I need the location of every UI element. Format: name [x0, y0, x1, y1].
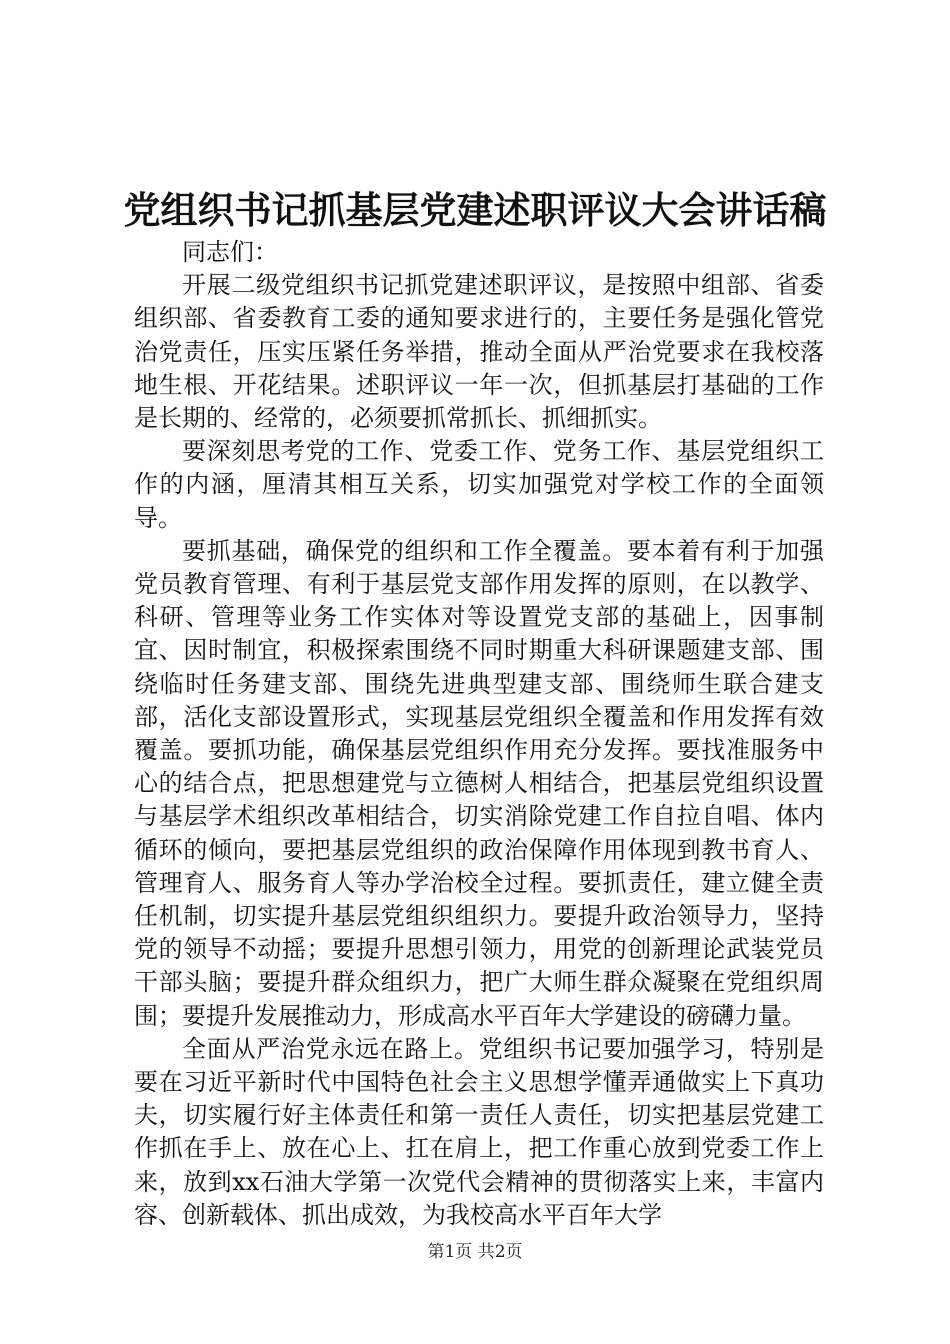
- document-body: [134, 236, 824, 1232]
- paragraph-1: 开展二级党组织书记抓党建述职评议，是按照中组部、省委组织部、省委教育工委的通知要求进行的，主要任务是强化管党治党责任，压实压紧任务举措，推动全面从严治党要求在我校落地生根、开花结果。述职评议一年一次，但抓基层打基础的工作是长期的、经常的，必须要抓常抓长、抓细抓实。: [134, 271, 824, 433]
- paragraph-4: 全面从严治党永远在路上。党组织书记要加强学习，特别是要在习近平新时代中国特色社会主义思想学懂弄通做实上下真功夫，切实履行好主体责任和第一责任人责任，切实把基层党建工作抓在手上、放在心上、扛在肩上，把工作重心放到党委工作上来，放到xx石油大学第一次党代会精神的贯彻落实上来，丰富内容、创新载体、抓出成效，为我校高水平百年大学: [134, 1034, 824, 1229]
- page-number-footer: 第1页 共2页: [427, 1242, 523, 1262]
- document-title: 党组织书记抓基层党建述职评议大会讲话稿: [123, 188, 827, 232]
- salutation: 同志们：: [182, 238, 278, 266]
- paragraph-2: 要深刻思考党的工作、党委工作、党务工作、基层党组织工作的内涵，厘清其相互关系，切实加强党对学校工作的全面领导。: [134, 437, 824, 532]
- paragraph-3: 要抓基础，确保党的组织和工作全覆盖。要本着有利于加强党员教育管理、有利于基层党支部作用发挥的原则，在以教学、科研、管理等业务工作实体对等设置党支部的基础上，因事制宜、因时制宜，积极探索围绕不同时期重大科研课题建支部、围绕临时任务建支部、围绕先进典型建支部、围绕师生联合建支部，活化支部设置形式，实现基层党组织全覆盖和作用发挥有效覆盖。要抓功能，确保基层党组织作用充分发挥。要找准服务中心的结合点，把思想建党与立德树人相结合，把基层党组织设置与基层学术组织改革相结合，切实消除党建工作自拉自唱、体内循环的倾向，要把基层党组织的政治保障作用体现到教书育人、管理育人、服务育人等办学治校全过程。要抓责任，建立健全责任机制，切实提升基层党组织组织力。要提升政治领导力，坚持党的领导不动摇；要提升思想引领力，用党的创新理论武装党员干部头脑；要提升群众组织力，把广大师生群众凝聚在党组织周围；要提升发展推动力，形成高水平百年大学建设的磅礴力量。: [134, 536, 824, 1030]
